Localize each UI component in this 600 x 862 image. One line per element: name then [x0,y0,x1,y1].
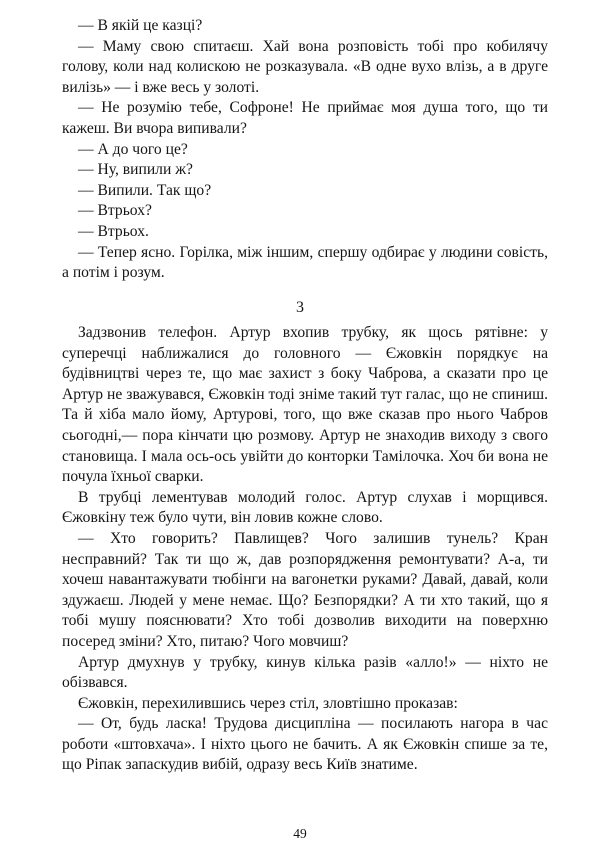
paragraph: В трубці лементував молодий голос. Артур слухав і морщився. Єжовкіну теж було чути, він ловив кожне слово. [62,488,548,527]
dialogue-line: — Ну, випили ж? [78,161,193,179]
paragraph: Задзвонив телефон. Артур вхопив трубку, як щось рятівне: у суперечці наближалися до головного — Єжовкін порядкує на будівництві через те, що має захист з боку Чаброва, а сказати про це Артур не зважувався, Єжовкін тоді зніме такий тут галас, що не спиниш. Та й хіба мало йому, Артурові, того, що вже сказав про нього Чабров сьогодні,— пора кінчати цю розмову. Артур не знаходив виходу з свого становища. І мала ось-ось увійти до конторки Тамілочка. Хоч би вона не почула їхньої сварки. [62,324,548,486]
dialogue-line: — Втрьох? [78,202,152,220]
dialogue-line: — В якій це казці? [78,17,203,34]
paragraph: Артур дмухнув у трубку, кинув кілька разів «алло!» — ніхто не обізвався. [62,653,548,692]
paragraph: Єжовкін, перехилившись через стіл, зловтішно проказав: [78,694,458,712]
main-text-block [62,323,548,776]
dialogue-line: — Не розумію тебе, Софроне! Не приймає моя душа того, що ти кажеш. Ви вчора випивали? [62,99,548,137]
paragraph: — Хто говорить? Павлищев? Чого залишив тунель? Кран несправний? Так ти що ж, дав розпорядження ремонтувати? А-а, ти хочеш навантажувати тюбінги на вагонетки руками? Давай, давай, коли здужаєш. Людей у мене немає. Що? Безпорядки? А ти хто такий, що я тобі мушу пояснювати? Хто тобі дозволив виходити на поверхню посеред зміни? Хто, питаю? Чого мовчиш? [62,529,548,650]
dialogue-line: — Випили. Так що? [78,181,212,199]
paragraph: — От, будь ласка! Трудова дисципліна — посилають нагора в час роботи «штовхача». І ніхто цього не бачить. А як Єжовкін спише за те, що Ріпак запаскудив вибій, одразу весь Київ знатиме. [62,715,548,774]
dialogue-line: — Тепер ясно. Горілка, між іншим, спершу одбирає у людини совість, а потім і розум. [62,243,548,282]
dialogue-line: — Втрьох. [78,222,149,240]
dialogue-line: — Маму свою спитаєш. Хай вона розповість тобі про кобилячу голову, коли над колискою не розказувала. «В одне вухо влізь, а в друге вилізь» — і вже весь у золоті. [62,37,548,96]
section-number: 3 [296,299,304,316]
page-number: 49 [293,826,307,841]
dialogue-block [62,16,548,284]
dialogue-line: — А до чого це? [78,140,188,158]
